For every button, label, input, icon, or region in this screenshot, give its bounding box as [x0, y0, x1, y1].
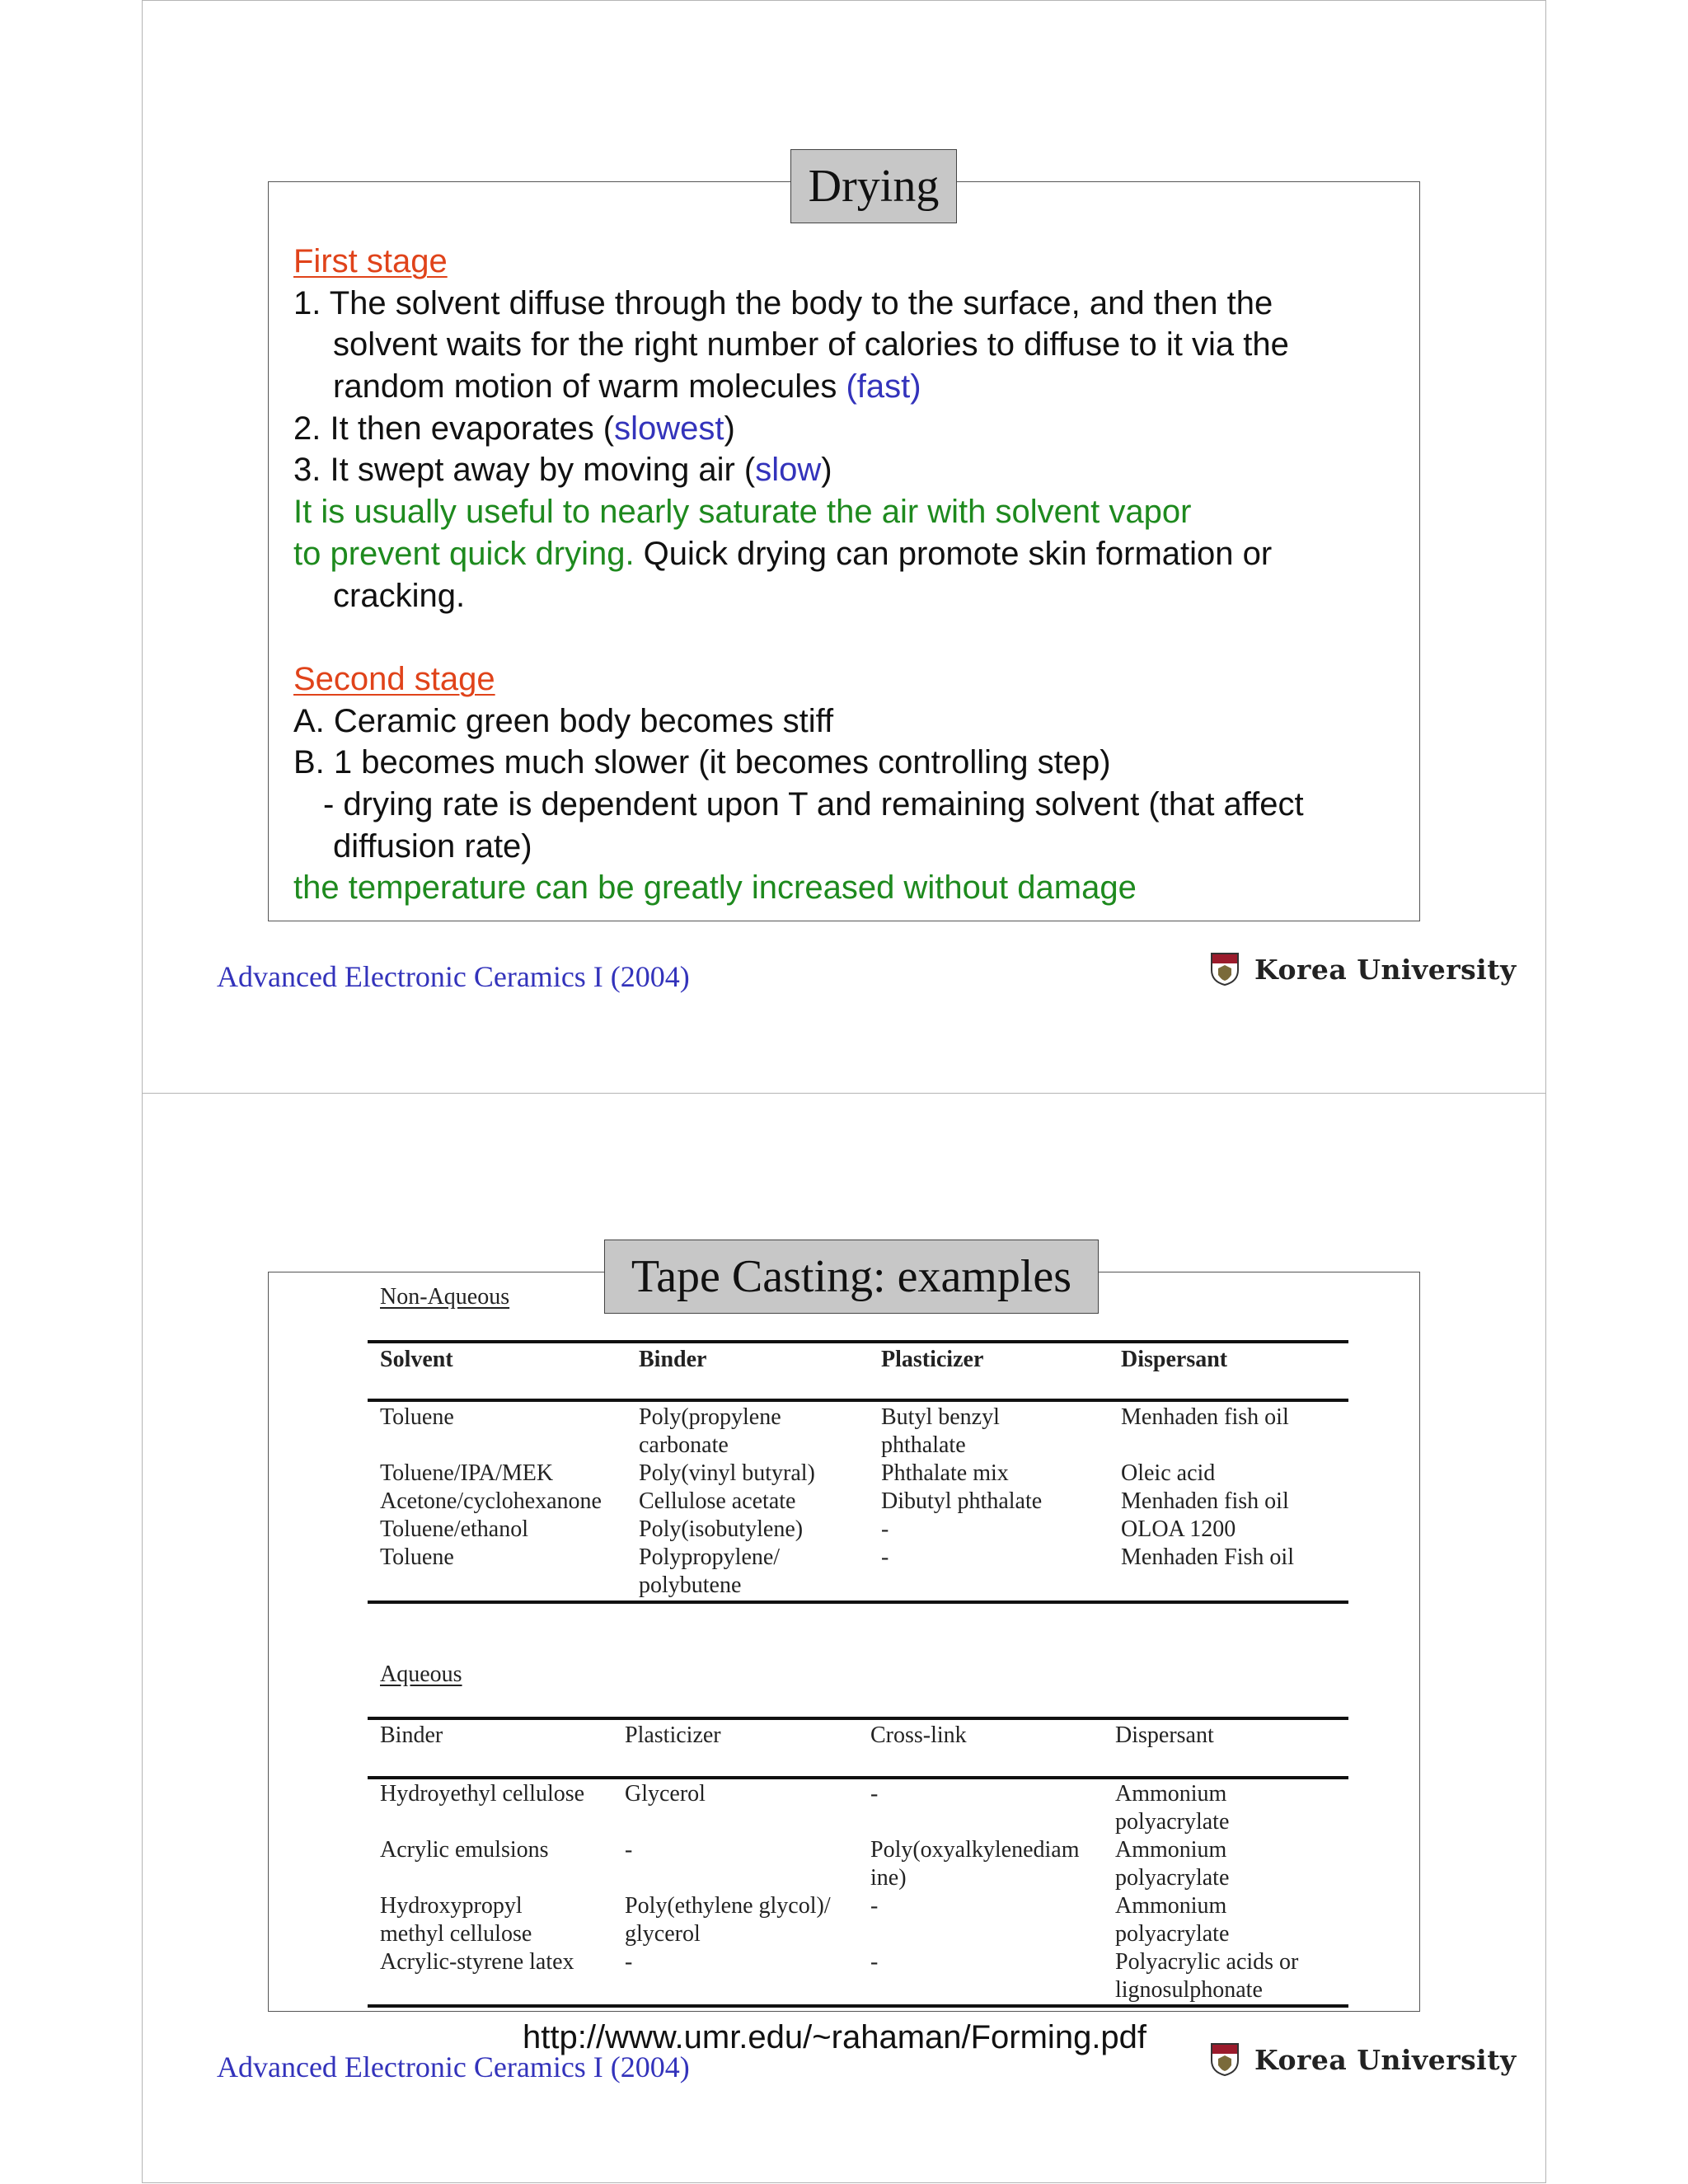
table-cell: Poly(propylene carbonate — [639, 1404, 781, 1458]
table-cell: Poly(vinyl butyral) — [639, 1460, 815, 1486]
aq-header-cross-link: Cross-link — [870, 1722, 967, 1748]
table-cell: Hydroyethyl cellulose — [380, 1781, 585, 1807]
table-cell: Butyl benzyl phthalate — [881, 1404, 1000, 1458]
table-cell: Menhaden fish oil — [1121, 1488, 1289, 1514]
table-cell: Hydroxypropyl methyl cellulose — [380, 1893, 532, 1947]
item-1-speed-note: (fast) — [846, 368, 921, 405]
non-aqueous-bottom-rule — [368, 1601, 1348, 1604]
course-footer-2: Advanced Electronic Ceramics I (2004) — [217, 2050, 690, 2083]
table-cell: - — [870, 1781, 879, 1807]
university-crest-icon — [1210, 2042, 1240, 2077]
table-cell: - — [870, 1893, 879, 1919]
table-cell: Toluene/IPA/MEK — [380, 1460, 554, 1486]
table-cell: Menhaden fish oil — [1121, 1404, 1289, 1430]
na-header-plasticizer: Plasticizer — [881, 1347, 984, 1372]
quick-drying-warning-cont: cracking. — [333, 577, 466, 614]
item-3-close: ) — [821, 452, 832, 489]
korea-university-wordmark: Korea University — [1254, 2043, 1517, 2076]
table-cell: Ammonium polyacrylate — [1115, 1837, 1230, 1891]
table-cell: Menhaden Fish oil — [1121, 1544, 1294, 1570]
aq-header-binder: Binder — [380, 1722, 443, 1748]
table-cell: Toluene — [380, 1544, 454, 1570]
table-cell: - — [881, 1516, 889, 1542]
item-3-speed-note: slow — [755, 452, 822, 489]
table-cell: Polyacrylic acids or lignosulphonate — [1115, 1949, 1299, 2003]
second-stage-heading: Second stage — [293, 660, 495, 697]
na-header-binder: Binder — [639, 1347, 707, 1372]
quick-drying-warning: Quick drying can promote skin formation or — [634, 535, 1273, 572]
slide-title-tape-casting: Tape Casting: examples — [604, 1240, 1099, 1314]
item-2-text: 2. It then evaporates ( — [293, 410, 615, 447]
item-1-line-3: random motion of warm molecules — [333, 368, 846, 405]
first-stage-heading: First stage — [293, 243, 448, 279]
temperature-note: the temperature can be greatly increased without damage — [293, 869, 1137, 907]
na-header-solvent: Solvent — [380, 1347, 453, 1372]
item-b-sub-line-2: diffusion rate) — [333, 827, 532, 865]
table-cell: Glycerol — [625, 1781, 706, 1807]
slide-title-drying: Drying — [790, 149, 957, 223]
table-cell: - — [870, 1949, 879, 1975]
saturation-note-line-1: It is usually useful to nearly saturate the air with solvent vapor — [293, 494, 1192, 531]
source-url: http://www.umr.edu/~rahaman/Forming.pdf — [523, 2019, 1147, 2055]
course-footer-1: Advanced Electronic Ceramics I (2004) — [217, 960, 690, 993]
table-cell: Poly(ethylene glycol)/ glycerol — [625, 1893, 831, 1947]
item-b-sub-line-1: - drying rate is dependent upon T and remaining solvent (that affect — [323, 785, 1304, 823]
table-cell: - — [881, 1544, 889, 1570]
table-cell: Polypropylene/ polybutene — [639, 1544, 781, 1598]
table-cell: Oleic acid — [1121, 1460, 1216, 1486]
table-cell: Ammonium polyacrylate — [1115, 1781, 1230, 1835]
korea-university-wordmark: Korea University — [1254, 953, 1517, 986]
item-a: A. Ceramic green body becomes stiff — [293, 702, 834, 739]
saturation-note-line-2: to prevent quick drying. — [293, 535, 635, 572]
korea-university-logo-2 — [1210, 2042, 1517, 2077]
table-cell: Acrylic-styrene latex — [380, 1949, 574, 1975]
table-cell: Poly(oxyalkylenediam ine) — [870, 1837, 1080, 1891]
table-cell: Cellulose acetate — [639, 1488, 796, 1514]
aqueous-header-rule — [368, 1776, 1348, 1779]
university-crest-icon — [1210, 952, 1240, 987]
table-cell: Dibutyl phthalate — [881, 1488, 1043, 1514]
aq-header-dispersant: Dispersant — [1115, 1722, 1214, 1748]
item-3-text: 3. It swept away by moving air ( — [293, 452, 756, 489]
non-aqueous-label: Non-Aqueous — [380, 1284, 510, 1310]
table-cell: - — [625, 1837, 633, 1863]
drying-text-block — [293, 241, 1304, 909]
table-cell: Poly(isobutylene) — [639, 1516, 804, 1542]
table-cell: Ammonium polyacrylate — [1115, 1893, 1230, 1947]
table-cell: Acrylic emulsions — [380, 1837, 549, 1863]
item-2-close: ) — [724, 410, 735, 447]
item-2-speed-note: slowest — [614, 410, 724, 447]
table-cell: Toluene/ethanol — [380, 1516, 528, 1542]
non-aqueous-top-rule — [368, 1340, 1348, 1343]
item-b: B. 1 becomes much slower (it becomes controlling step) — [293, 744, 1111, 781]
table-cell: Acetone/cyclohexanone — [380, 1488, 602, 1514]
item-1-line-2: solvent waits for the right number of calories to diffuse to it via the — [333, 326, 1289, 363]
aq-header-plasticizer: Plasticizer — [625, 1722, 721, 1748]
table-cell: Toluene — [380, 1404, 454, 1430]
korea-university-logo-1 — [1210, 952, 1517, 987]
table-cell: Phthalate mix — [881, 1460, 1009, 1486]
na-header-dispersant: Dispersant — [1121, 1347, 1228, 1372]
aqueous-label: Aqueous — [380, 1661, 462, 1687]
aqueous-top-rule — [368, 1717, 1348, 1720]
table-cell: OLOA 1200 — [1121, 1516, 1236, 1542]
aqueous-bottom-rule — [368, 2004, 1348, 2008]
non-aqueous-header-rule — [368, 1399, 1348, 1402]
item-1-line-1: 1. The solvent diffuse through the body to the surface, and then the — [293, 284, 1273, 321]
table-cell: - — [625, 1949, 633, 1975]
